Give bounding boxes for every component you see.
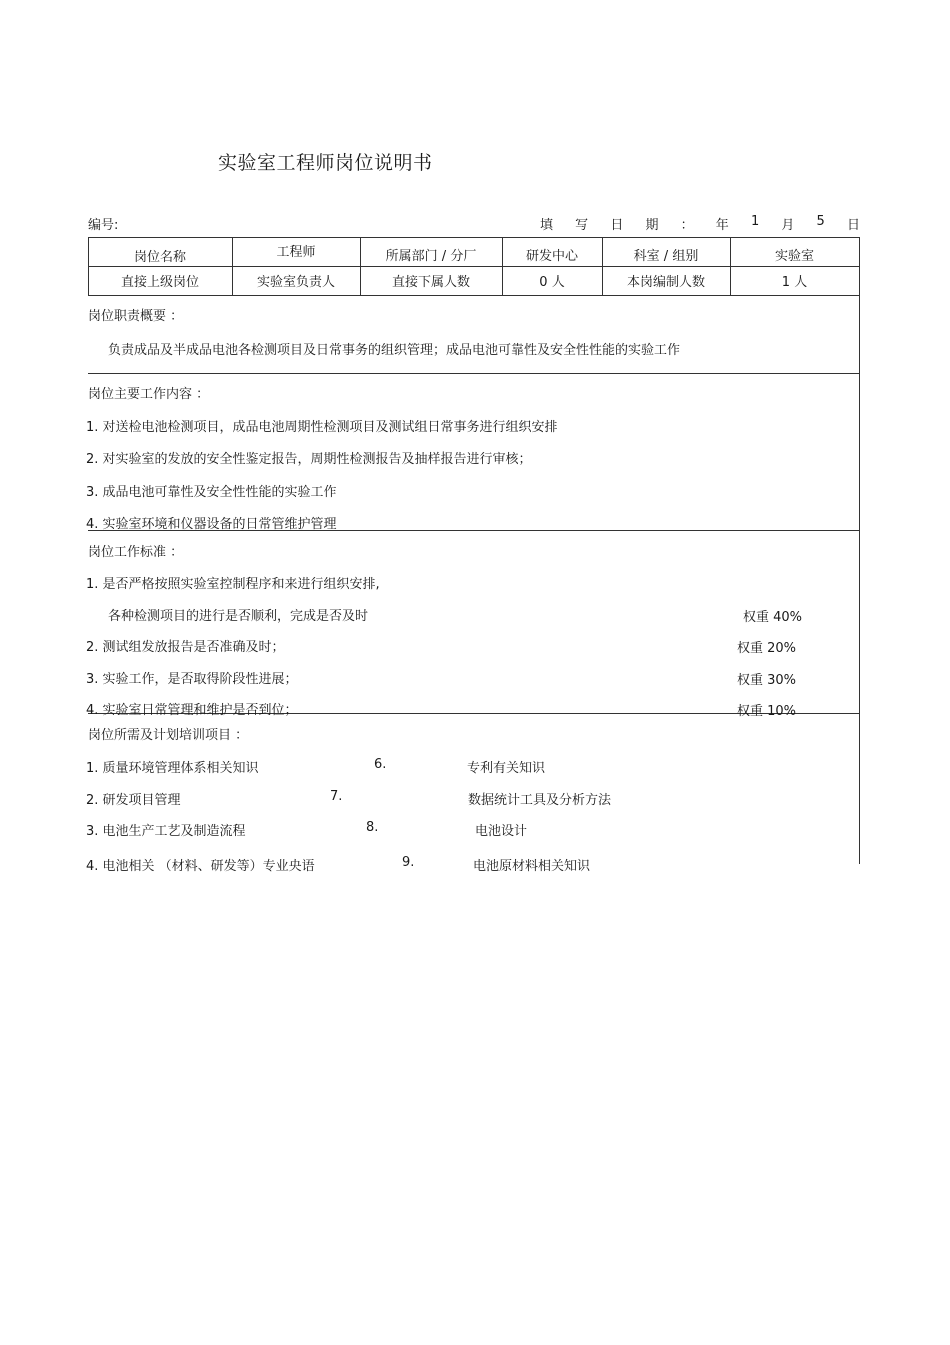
duty-item: 4. 实验室环境和仪器设备的日常管维护管理: [86, 517, 337, 532]
cell-section-label: 科室 / 组别: [633, 249, 699, 264]
cell-department-label: 所属部门 / 分厂: [385, 249, 477, 264]
cell-position-name-value: 工程师: [276, 245, 316, 260]
training-item-right: 电池设计: [475, 824, 528, 839]
date-part: 期: [645, 218, 659, 233]
table-top-border: [88, 237, 860, 238]
cell-department-value: 研发中心: [525, 249, 578, 264]
table-row-divider: [88, 295, 860, 296]
standard-item: 3. 实验工作，是否取得阶段性进展；: [86, 672, 298, 687]
training-item-number: 9.: [402, 855, 415, 870]
cell-superior-label: 直接上级岗位: [120, 275, 199, 290]
training-item-left: 3. 电池生产工艺及制造流程: [86, 824, 246, 839]
duties-heading: 岗位主要工作内容 ：: [88, 387, 210, 402]
table-row-divider: [88, 266, 860, 267]
training-item-right: 数据统计工具及分析方法: [468, 793, 612, 808]
duty-item: 3. 成品电池可靠性及安全性性能的实验工作: [86, 485, 337, 500]
cell-subordinates-label: 直接下属人数: [391, 275, 470, 290]
standard-item: 2. 测试组发放报告是否准确及时；: [86, 640, 285, 655]
training-item-left: 4. 电池相关 （材料、研发等）专业央语: [86, 859, 315, 874]
training-item-right: 专利有关知识: [467, 761, 546, 776]
training-item-number: 7.: [330, 789, 343, 804]
training-item-right: 电池原材料相关知识: [473, 859, 591, 874]
table-right-border: [859, 237, 860, 864]
duty-item: 2. 对实验室的发放的安全性鉴定报告，周期性检测报告及抽样报告进行审核；: [86, 452, 532, 467]
date-part: 写: [575, 218, 589, 233]
cell-position-name-label: 岗位名称: [133, 250, 186, 265]
date-part: 月: [781, 218, 795, 233]
standard-weight: 权重 40%: [743, 610, 803, 625]
date-part: ：: [680, 218, 694, 233]
section-divider: [88, 373, 860, 374]
fill-date: [540, 214, 860, 233]
duty-item: 1. 对送检电池检测项目，成品电池周期性检测项目及测试组日常事务进行组织安排: [86, 420, 558, 435]
date-part: 日: [610, 218, 624, 233]
date-part: 5: [816, 214, 825, 229]
cell-subordinates-value: 0 人: [539, 275, 565, 290]
summary-heading: 岗位职责概要 ：: [88, 309, 184, 324]
date-part: 年: [715, 218, 729, 233]
number-label: 编号:: [88, 218, 119, 233]
cell-superior-value: 实验室负责人: [256, 275, 335, 290]
date-part: 填: [540, 218, 554, 233]
standards-heading: 岗位工作标准 ：: [88, 545, 184, 560]
training-item-number: 8.: [366, 820, 379, 835]
standard-weight: 权重 30%: [737, 673, 797, 688]
standard-weight: 权重 20%: [737, 641, 797, 656]
standard-item: 各种检测项目的进行是否顺利，完成是否及时: [108, 609, 369, 624]
summary-text: 负责成品及半成品电池各检测项目及日常事务的组织管理；成品电池可靠性及安全性性能的实验工作: [108, 343, 681, 358]
cell-headcount-value: 1 人: [781, 275, 808, 290]
standard-weight: 权重 10%: [737, 704, 797, 719]
standard-item: 4. 实验室日常管理和维护是否到位；: [86, 703, 298, 718]
training-item-number: 6.: [374, 757, 387, 772]
cell-section-value: 实验室: [774, 249, 814, 264]
date-part: 1: [750, 214, 760, 229]
page-title: 实验室工程师岗位说明书: [218, 152, 433, 174]
training-heading: 岗位所需及计划培训项目 ：: [88, 728, 249, 743]
training-item-left: 2. 研发项目管理: [86, 793, 181, 808]
cell-headcount-label: 本岗编制人数: [626, 275, 705, 290]
training-item-left: 1. 质量环境管理体系相关知识: [86, 761, 259, 776]
standard-item: 1. 是否严格按照实验室控制程序和来进行组织安排,: [86, 577, 380, 592]
date-part: 日: [846, 218, 860, 233]
